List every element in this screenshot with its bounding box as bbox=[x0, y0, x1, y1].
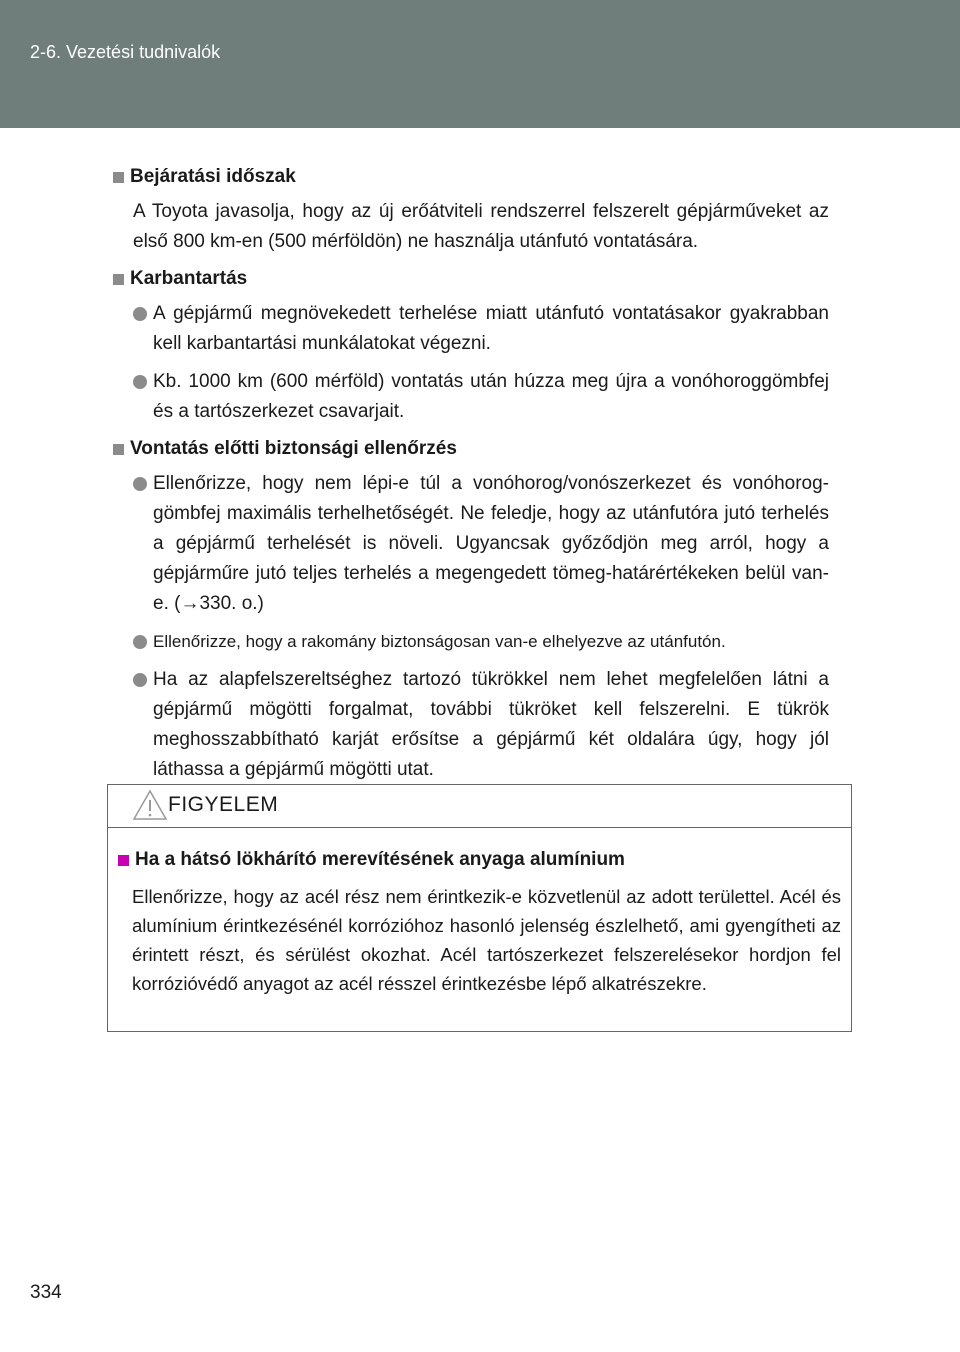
heading-text: Ha a hátsó lökhárító merevítésének anyaga alumínium bbox=[135, 849, 625, 870]
list-item bbox=[113, 665, 829, 785]
list-item-text: Kb. 1000 km (600 mérföld) vontatás után húzza meg újra a vonóhoroggömbfej és a tartószerkezet csavarjait. bbox=[153, 371, 829, 422]
page-number: 334 bbox=[30, 1282, 62, 1303]
square-bullet-icon bbox=[113, 274, 124, 285]
list-item bbox=[113, 627, 829, 657]
circle-bullet-icon bbox=[133, 375, 147, 389]
warning-triangle-icon bbox=[132, 789, 168, 821]
main-content bbox=[113, 163, 829, 793]
list-item-text: Ellenőrizze, hogy nem lépi-e túl a vonóhorog/vonószerkezet és vonóhorog-gömbfej maximális terhelhetőségét. Ne feledje, hogy az utánfutóra jutó terhelés a gépjármű terhelését is növeli. Ugyancsak győződjön meg arról, hogy a gépjárműre jutó teljes terhelés a megengedett tömeg-határértékeken belül van-e. (→330. o.) bbox=[153, 473, 829, 614]
circle-bullet-icon bbox=[133, 673, 147, 687]
warning-text: Ellenőrizze, hogy az acél rész nem érintkezik-e közvetlenül az adott területtel. Acél és alumínium érintkezésénél korrózióhoz hasonló jelenség észlelhető, ami gyengítheti az érintett részt, és sérülést okozhat. Acél tartószerkezet felszerelésekor hordjon fel korrózióvédő anyagot az acél résszel érintkezésbe lépő alkatrészekre. bbox=[132, 886, 841, 994]
heading-breakin bbox=[113, 163, 829, 191]
list-item bbox=[113, 469, 829, 619]
paragraph-breakin: A Toyota javasolja, hogy az új erőátviteli rendszerrel felszerelt gépjárműveket az első 800 km-en (500 mérföldön) ne használja utánfutó vontatására. bbox=[133, 201, 829, 252]
circle-bullet-icon bbox=[133, 477, 147, 491]
heading-maintenance bbox=[113, 265, 829, 293]
square-bullet-icon bbox=[113, 172, 124, 183]
list-item-text: A gépjármű megnövekedett terhelése miatt utánfutó vontatásakor gyakrabban kell karbantartási munkálatokat végezni. bbox=[153, 303, 829, 354]
warning-label: FIGYELEM bbox=[168, 793, 279, 816]
circle-bullet-icon bbox=[133, 307, 147, 321]
list-item bbox=[113, 299, 829, 359]
list-item-text: Ellenőrizze, hogy a rakomány biztonságosan van-e elhelyezve az utánfutón. bbox=[153, 632, 726, 651]
square-bullet-icon bbox=[118, 855, 129, 866]
heading-text: Karbantartás bbox=[130, 268, 248, 289]
heading-safety bbox=[113, 435, 829, 463]
warning-box bbox=[107, 784, 852, 1032]
warning-heading bbox=[118, 846, 841, 874]
list-item-text: Ha az alapfelszereltséghez tartozó tükrökkel nem lehet megfelelően látni a gépjármű mögötti forgalmat, további tükröket kell felszerelni. E tükrök meghosszabbítható karját erősítse a gépjármű két oldalára úgy, hogy jól láthassa a gépjármű mögötti utat. bbox=[153, 669, 829, 780]
section-title: 2-6. Vezetési tudnivalók bbox=[30, 42, 221, 62]
circle-bullet-icon bbox=[133, 635, 147, 649]
heading-text: Vontatás előtti biztonsági ellenőrzés bbox=[130, 438, 457, 459]
header-bar bbox=[0, 0, 960, 128]
warning-header bbox=[108, 785, 851, 828]
warning-body bbox=[108, 828, 851, 998]
square-bullet-icon bbox=[113, 444, 124, 455]
heading-text: Bejáratási időszak bbox=[130, 166, 296, 187]
list-item bbox=[113, 367, 829, 427]
